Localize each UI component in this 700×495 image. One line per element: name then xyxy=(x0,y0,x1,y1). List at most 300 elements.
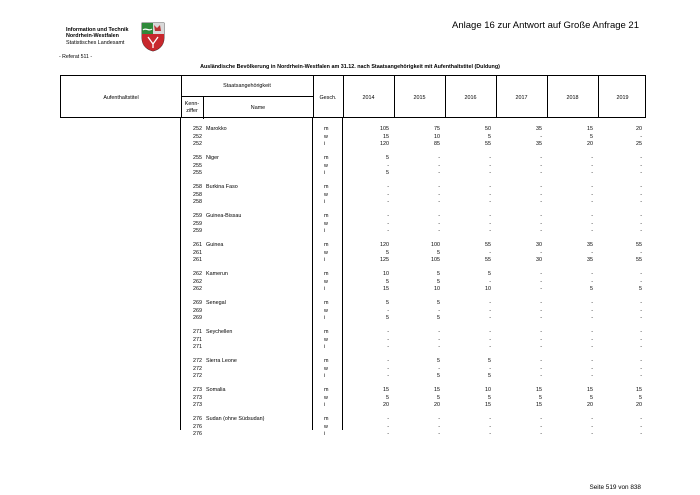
col-year-2014: 2014 xyxy=(362,94,375,101)
value-cell: - xyxy=(640,133,642,140)
col-year-2016: 2016 xyxy=(464,94,477,101)
value-cell: - xyxy=(489,344,491,351)
value-cell: - xyxy=(489,228,491,235)
value-cell: - xyxy=(489,423,491,430)
kennziffer-cell: 261 xyxy=(193,257,202,264)
value-cell: 10 xyxy=(485,286,491,293)
value-cell: - xyxy=(489,155,491,161)
country-name-cell: Marokko xyxy=(206,126,227,132)
value-cell: 5 xyxy=(386,394,389,401)
table-row-group xyxy=(0,126,700,155)
value-cell: 10 xyxy=(383,271,389,277)
kennziffer-cell: 273 xyxy=(193,387,202,393)
value-cell: - xyxy=(489,278,491,285)
table-row-group xyxy=(0,300,700,329)
value-cell: - xyxy=(387,358,389,364)
value-cell: 5 xyxy=(437,394,440,401)
kennziffer-cell: 262 xyxy=(193,271,202,277)
value-cell: - xyxy=(640,336,642,343)
kennziffer-cell: 276 xyxy=(193,416,202,422)
gesch-cell: i xyxy=(324,315,326,322)
value-cell: 5 xyxy=(386,300,389,306)
value-cell: - xyxy=(387,365,389,372)
value-cell: - xyxy=(540,162,542,169)
value-cell: 75 xyxy=(434,126,440,132)
kennziffer-cell: 255 xyxy=(193,162,202,169)
value-cell: 15 xyxy=(383,387,389,393)
gesch-cell: i xyxy=(324,286,326,293)
value-cell: - xyxy=(640,155,642,161)
value-cell: - xyxy=(489,191,491,198)
value-cell: - xyxy=(540,358,542,364)
gesch-cell: i xyxy=(324,431,326,438)
value-cell: - xyxy=(591,358,593,364)
gesch-cell: m xyxy=(324,213,329,219)
table-row xyxy=(0,358,700,366)
value-cell: - xyxy=(489,170,491,177)
value-cell: - xyxy=(438,155,440,161)
kennziffer-cell: 259 xyxy=(193,228,202,235)
country-name-cell: Senegal xyxy=(206,300,226,306)
value-cell: 5 xyxy=(488,358,491,364)
kennziffer-cell: 258 xyxy=(193,184,202,190)
table-header xyxy=(60,75,646,118)
value-cell: - xyxy=(438,336,440,343)
table-row xyxy=(0,134,700,142)
value-cell: - xyxy=(489,431,491,438)
value-cell: - xyxy=(640,416,642,422)
table-row xyxy=(0,141,700,149)
kennziffer-cell: 269 xyxy=(193,315,202,322)
value-cell: - xyxy=(540,416,542,422)
country-name-cell: Kamerun xyxy=(206,271,228,277)
value-cell: - xyxy=(540,315,542,322)
value-cell: - xyxy=(640,184,642,190)
page-number: Seite 519 von 838 xyxy=(589,484,641,491)
kennziffer-cell: 252 xyxy=(193,141,202,148)
gesch-cell: m xyxy=(324,271,329,277)
value-cell: - xyxy=(640,199,642,206)
table-row xyxy=(0,213,700,221)
value-cell: - xyxy=(640,423,642,430)
value-cell: 120 xyxy=(380,242,389,248)
kennziffer-cell: 273 xyxy=(193,402,202,409)
value-cell: 5 xyxy=(437,315,440,322)
country-name-cell: Guinea-Bissau xyxy=(206,213,242,219)
value-cell: 5 xyxy=(437,271,440,277)
value-cell: - xyxy=(540,431,542,438)
table-row xyxy=(0,279,700,287)
value-cell: - xyxy=(591,191,593,198)
value-cell: - xyxy=(540,249,542,256)
value-cell: 5 xyxy=(437,278,440,285)
org-line-3: Statistisches Landesamt xyxy=(66,39,125,46)
value-cell: - xyxy=(640,431,642,438)
value-cell: 5 xyxy=(539,394,542,401)
table-row-group xyxy=(0,242,700,271)
value-cell: 85 xyxy=(434,141,440,148)
gesch-cell: w xyxy=(324,278,328,285)
table-row xyxy=(0,402,700,410)
value-cell: - xyxy=(438,329,440,335)
kennziffer-cell: 258 xyxy=(193,199,202,206)
country-name-cell: Guinea xyxy=(206,242,224,248)
table-row xyxy=(0,300,700,308)
value-cell: 30 xyxy=(536,257,542,264)
value-cell: - xyxy=(438,423,440,430)
value-cell: - xyxy=(387,431,389,438)
value-cell: - xyxy=(387,373,389,380)
value-cell: - xyxy=(640,373,642,380)
kennziffer-cell: 272 xyxy=(193,358,202,364)
value-cell: 55 xyxy=(485,257,491,264)
value-cell: 15 xyxy=(383,133,389,140)
country-name-cell: Somalia xyxy=(206,387,226,393)
value-cell: - xyxy=(591,220,593,227)
value-cell: 100 xyxy=(431,242,440,248)
col-year-2019: 2019 xyxy=(616,94,629,101)
value-cell: 20 xyxy=(636,402,642,409)
gesch-cell: w xyxy=(324,191,328,198)
col-year-2017: 2017 xyxy=(515,94,528,101)
value-cell: 5 xyxy=(437,373,440,380)
value-cell: 55 xyxy=(485,242,491,248)
value-cell: - xyxy=(387,184,389,190)
table-row xyxy=(0,250,700,258)
kennziffer-cell: 261 xyxy=(193,242,202,248)
value-cell: - xyxy=(438,184,440,190)
gesch-cell: m xyxy=(324,358,329,364)
value-cell: - xyxy=(438,431,440,438)
value-cell: 20 xyxy=(383,402,389,409)
value-cell: - xyxy=(438,199,440,206)
gesch-cell: w xyxy=(324,365,328,372)
value-cell: - xyxy=(489,300,491,306)
value-cell: - xyxy=(540,307,542,314)
table-row xyxy=(0,155,700,163)
value-cell: - xyxy=(540,278,542,285)
value-cell: - xyxy=(591,213,593,219)
value-cell: 5 xyxy=(590,286,593,293)
value-cell: 5 xyxy=(386,278,389,285)
value-cell: - xyxy=(591,271,593,277)
value-cell: - xyxy=(591,344,593,351)
value-cell: - xyxy=(640,220,642,227)
table-row xyxy=(0,431,700,439)
value-cell: - xyxy=(489,220,491,227)
gesch-cell: w xyxy=(324,394,328,401)
value-cell: 125 xyxy=(380,257,389,264)
table-row xyxy=(0,271,700,279)
kennziffer-cell: 252 xyxy=(193,133,202,140)
value-cell: 15 xyxy=(434,387,440,393)
table-row xyxy=(0,395,700,403)
value-cell: - xyxy=(591,423,593,430)
value-cell: - xyxy=(489,184,491,190)
value-cell: 15 xyxy=(536,402,542,409)
value-cell: - xyxy=(591,315,593,322)
value-cell: - xyxy=(591,365,593,372)
value-cell: - xyxy=(591,249,593,256)
table-row xyxy=(0,242,700,250)
table-body xyxy=(0,126,700,445)
value-cell: - xyxy=(387,213,389,219)
value-cell: - xyxy=(640,191,642,198)
value-cell: - xyxy=(438,344,440,351)
value-cell: - xyxy=(489,416,491,422)
value-cell: - xyxy=(489,329,491,335)
value-cell: - xyxy=(387,307,389,314)
gesch-cell: m xyxy=(324,416,329,422)
value-cell: - xyxy=(640,344,642,351)
value-cell: 5 xyxy=(437,249,440,256)
value-cell: - xyxy=(438,416,440,422)
value-cell: - xyxy=(591,199,593,206)
gesch-cell: m xyxy=(324,126,329,132)
country-name-cell: Seychellen xyxy=(206,329,233,335)
value-cell: - xyxy=(540,199,542,206)
value-cell: - xyxy=(640,365,642,372)
table-row xyxy=(0,424,700,432)
value-cell: 25 xyxy=(636,141,642,148)
value-cell: 30 xyxy=(536,242,542,248)
kennziffer-cell: 261 xyxy=(193,249,202,256)
value-cell: 5 xyxy=(386,155,389,161)
value-cell: 5 xyxy=(386,170,389,177)
country-name-cell: Sierra Leone xyxy=(206,358,237,364)
anlage-title: Anlage 16 zur Antwort auf Große Anfrage 21 xyxy=(452,20,639,31)
value-cell: - xyxy=(387,228,389,235)
gesch-cell: m xyxy=(324,387,329,393)
value-cell: 5 xyxy=(590,133,593,140)
value-cell: - xyxy=(640,315,642,322)
gesch-cell: w xyxy=(324,220,328,227)
gesch-cell: w xyxy=(324,336,328,343)
kennziffer-cell: 269 xyxy=(193,307,202,314)
table-row xyxy=(0,315,700,323)
kennziffer-cell: 259 xyxy=(193,220,202,227)
table-row-group xyxy=(0,271,700,300)
col-name: Name xyxy=(250,104,266,111)
value-cell: 5 xyxy=(488,373,491,380)
value-cell: 55 xyxy=(636,242,642,248)
gesch-cell: i xyxy=(324,373,326,380)
value-cell: - xyxy=(540,184,542,190)
value-cell: 5 xyxy=(386,315,389,322)
value-cell: 5 xyxy=(488,133,491,140)
kennziffer-cell: 273 xyxy=(193,394,202,401)
table-row xyxy=(0,184,700,192)
nrw-coat-of-arms-logo xyxy=(140,22,166,52)
gesch-cell: m xyxy=(324,155,329,161)
referat-label: - Referat 511 - xyxy=(59,54,93,60)
value-cell: - xyxy=(438,220,440,227)
table-row-group xyxy=(0,329,700,358)
col-year-2015: 2015 xyxy=(413,94,426,101)
col-staatsangehoerigkeit: Staatsangehörigkeit xyxy=(223,83,271,89)
table-row xyxy=(0,416,700,424)
value-cell: - xyxy=(387,329,389,335)
value-cell: - xyxy=(540,220,542,227)
value-cell: - xyxy=(640,228,642,235)
kennziffer-cell: 269 xyxy=(193,300,202,306)
col-year-2018: 2018 xyxy=(566,94,579,101)
value-cell: 55 xyxy=(636,257,642,264)
value-cell: - xyxy=(640,307,642,314)
kennziffer-cell: 276 xyxy=(193,423,202,430)
kennziffer-cell: 272 xyxy=(193,365,202,372)
gesch-cell: i xyxy=(324,257,326,264)
value-cell: - xyxy=(540,300,542,306)
value-cell: - xyxy=(591,278,593,285)
gesch-cell: i xyxy=(324,170,326,177)
value-cell: - xyxy=(489,249,491,256)
value-cell: 10 xyxy=(434,286,440,293)
table-row xyxy=(0,387,700,395)
value-cell: - xyxy=(591,155,593,161)
org-name xyxy=(66,27,129,46)
value-cell: 10 xyxy=(434,133,440,140)
value-cell: 15 xyxy=(587,387,593,393)
gesch-cell: m xyxy=(324,329,329,335)
value-cell: - xyxy=(387,199,389,206)
value-cell: 120 xyxy=(380,141,389,148)
value-cell: 35 xyxy=(587,242,593,248)
gesch-cell: w xyxy=(324,162,328,169)
value-cell: 5 xyxy=(639,286,642,293)
value-cell: 5 xyxy=(437,358,440,364)
table-row xyxy=(0,308,700,316)
gesch-cell: m xyxy=(324,184,329,190)
value-cell: 10 xyxy=(485,387,491,393)
value-cell: 105 xyxy=(380,126,389,132)
value-cell: - xyxy=(640,271,642,277)
table-row-group xyxy=(0,184,700,213)
kennziffer-cell: 258 xyxy=(193,191,202,198)
table-row xyxy=(0,221,700,229)
value-cell: - xyxy=(540,344,542,351)
table-row xyxy=(0,192,700,200)
kennziffer-cell: 271 xyxy=(193,344,202,351)
table-row xyxy=(0,344,700,352)
value-cell: 15 xyxy=(485,402,491,409)
kennziffer-cell: 255 xyxy=(193,155,202,161)
country-name-cell: Niger xyxy=(206,155,219,161)
value-cell: - xyxy=(540,329,542,335)
value-cell: - xyxy=(640,329,642,335)
value-cell: - xyxy=(591,228,593,235)
table-row xyxy=(0,329,700,337)
value-cell: 5 xyxy=(590,394,593,401)
value-cell: - xyxy=(540,271,542,277)
value-cell: 15 xyxy=(587,126,593,132)
table-row xyxy=(0,170,700,178)
table-row-group xyxy=(0,358,700,387)
value-cell: - xyxy=(540,133,542,140)
value-cell: - xyxy=(640,213,642,219)
kennziffer-cell: 271 xyxy=(193,329,202,335)
value-cell: - xyxy=(540,365,542,372)
table-row-group xyxy=(0,416,700,445)
kennziffer-cell: 252 xyxy=(193,126,202,132)
value-cell: - xyxy=(489,336,491,343)
value-cell: 20 xyxy=(434,402,440,409)
value-cell: - xyxy=(387,191,389,198)
value-cell: 20 xyxy=(587,402,593,409)
value-cell: - xyxy=(438,228,440,235)
value-cell: - xyxy=(640,358,642,364)
value-cell: - xyxy=(387,336,389,343)
gesch-cell: i xyxy=(324,141,326,148)
kennziffer-cell: 262 xyxy=(193,286,202,293)
country-name-cell: Burkina Faso xyxy=(206,184,238,190)
value-cell: - xyxy=(540,155,542,161)
gesch-cell: m xyxy=(324,300,329,306)
value-cell: - xyxy=(591,307,593,314)
gesch-cell: m xyxy=(324,242,329,248)
value-cell: 105 xyxy=(431,257,440,264)
value-cell: 5 xyxy=(488,271,491,277)
value-cell: 20 xyxy=(587,141,593,148)
table-row xyxy=(0,286,700,294)
org-line-1: Information und Technik xyxy=(66,27,129,33)
value-cell: - xyxy=(489,213,491,219)
value-cell: - xyxy=(489,365,491,372)
value-cell: - xyxy=(540,170,542,177)
value-cell: - xyxy=(591,170,593,177)
value-cell: - xyxy=(591,373,593,380)
value-cell: - xyxy=(540,336,542,343)
gesch-cell: i xyxy=(324,228,326,235)
value-cell: - xyxy=(640,300,642,306)
value-cell: - xyxy=(640,162,642,169)
kennziffer-cell: 271 xyxy=(193,336,202,343)
value-cell: - xyxy=(591,329,593,335)
value-cell: - xyxy=(438,162,440,169)
value-cell: 35 xyxy=(587,257,593,264)
country-name-cell: Sudan (ohne Südsudan) xyxy=(206,416,265,422)
value-cell: - xyxy=(591,162,593,169)
value-cell: 15 xyxy=(383,286,389,293)
value-cell: 5 xyxy=(488,394,491,401)
kennziffer-cell: 262 xyxy=(193,278,202,285)
value-cell: - xyxy=(640,249,642,256)
value-cell: - xyxy=(438,191,440,198)
table-row-group xyxy=(0,155,700,184)
value-cell: 35 xyxy=(536,141,542,148)
kennziffer-cell: 259 xyxy=(193,213,202,219)
kennziffer-cell: 276 xyxy=(193,431,202,438)
gesch-cell: w xyxy=(324,249,328,256)
table-row-group xyxy=(0,213,700,242)
value-cell: - xyxy=(438,170,440,177)
col-aufenthaltstitel: Aufenthaltstitel xyxy=(103,94,139,101)
value-cell: - xyxy=(489,307,491,314)
value-cell: 55 xyxy=(485,141,491,148)
value-cell: - xyxy=(489,162,491,169)
value-cell: - xyxy=(387,344,389,351)
kennziffer-cell: 255 xyxy=(193,170,202,177)
value-cell: - xyxy=(591,184,593,190)
value-cell: - xyxy=(591,431,593,438)
value-cell: - xyxy=(387,162,389,169)
value-cell: 20 xyxy=(636,126,642,132)
value-cell: - xyxy=(387,423,389,430)
table-row-group xyxy=(0,387,700,416)
table-row xyxy=(0,163,700,171)
col-gesch: Gesch. xyxy=(319,94,337,101)
value-cell: 35 xyxy=(536,126,542,132)
